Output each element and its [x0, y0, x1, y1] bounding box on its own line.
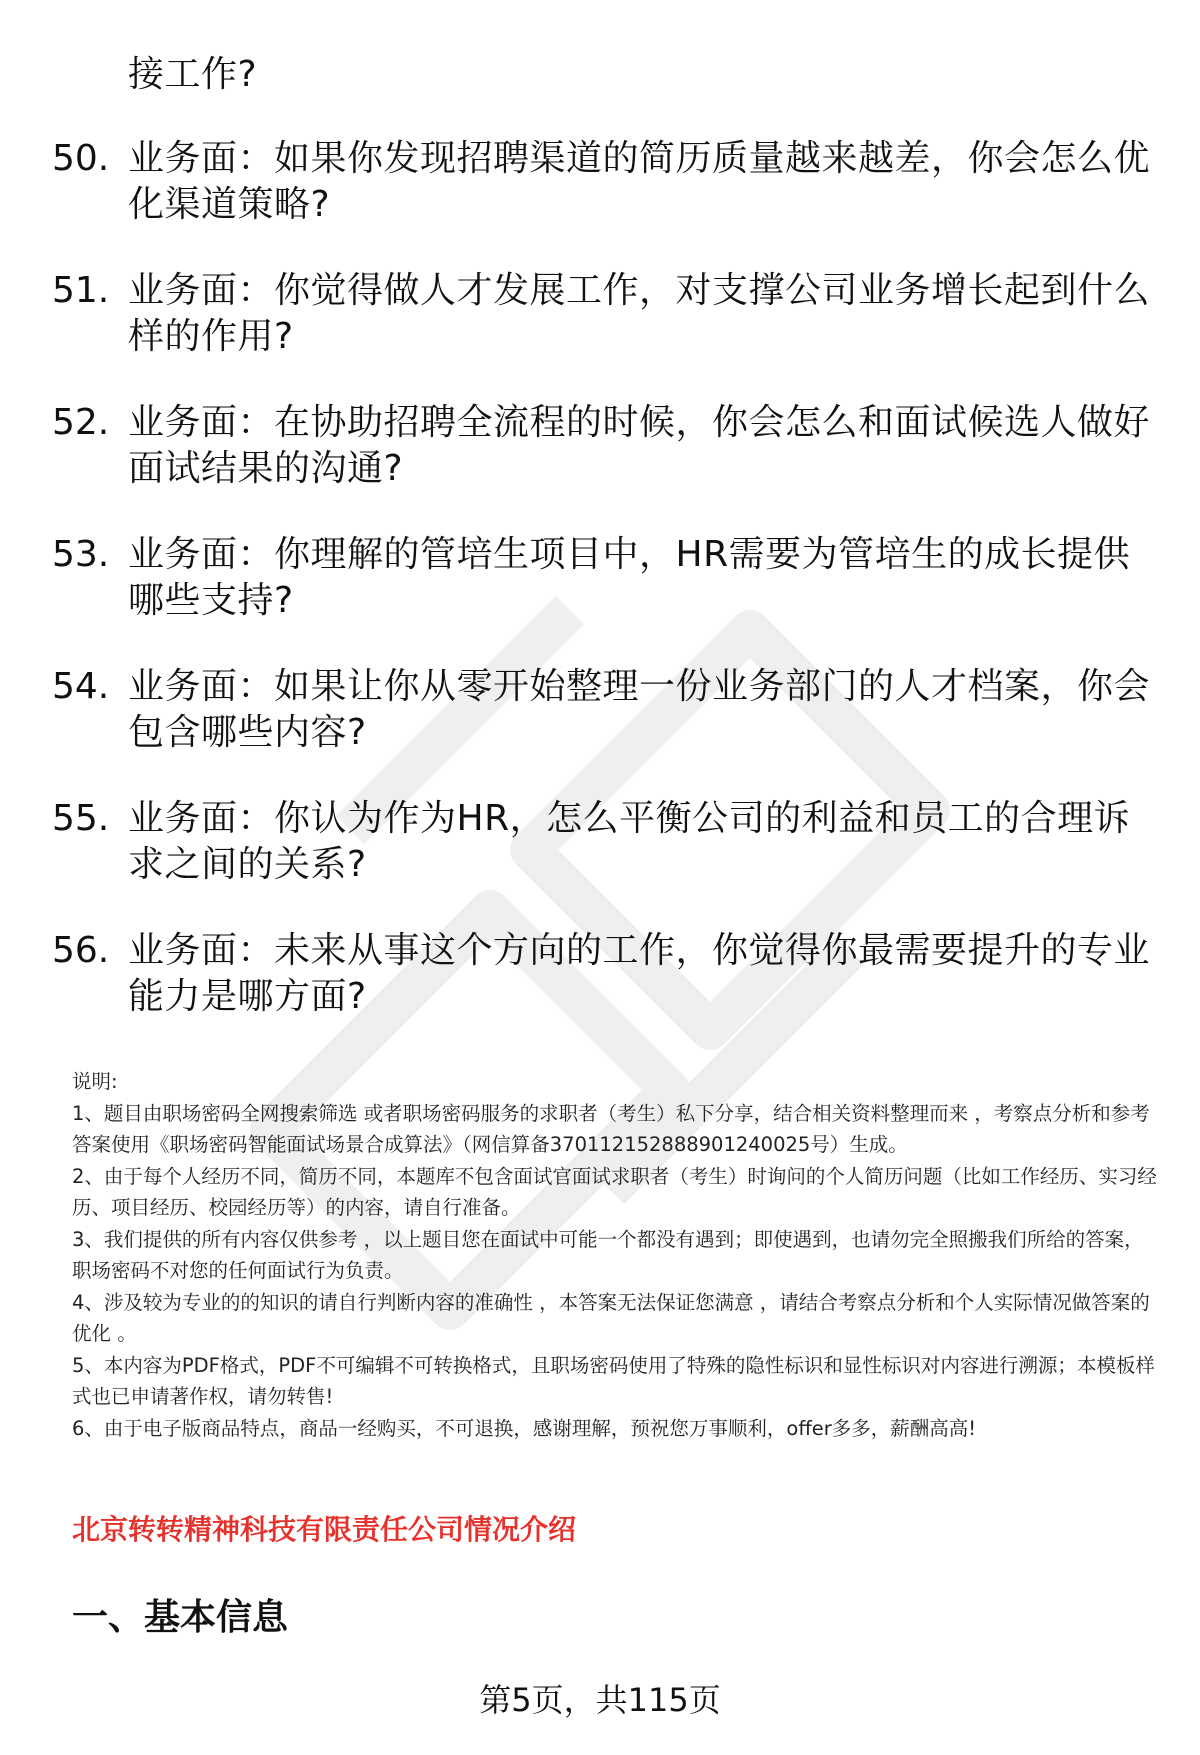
- note-item: 5、本内容为PDF格式，PDF不可编辑不可转换格式，且职场密码使用了特殊的隐性标识和显性标识对内容进行溯源；本模板样式也已申请著作权，请勿转售!: [72, 1353, 1155, 1408]
- notes-section: [72, 1066, 1162, 1444]
- question-number: 50.: [52, 138, 110, 179]
- question-text: 业务面：如果让你从零开始整理一份业务部门的人才档案，你会包含哪些内容?: [128, 666, 1151, 753]
- question-number: 55.: [52, 798, 110, 839]
- section-title: 一、基本信息: [72, 1597, 289, 1638]
- question-text: 业务面：如果你发现招聘渠道的简历质量越来越差，你会怎么优化渠道策略?: [128, 138, 1151, 225]
- question-item: [52, 400, 1152, 492]
- note-item: 3、我们提供的所有内容仅供参考 ，以上题目您在面试中可能一个都没有遇到；即使遇到，也请勿完全照搬我们所给的答案，职场密码不对您的任何面试行为负责。: [72, 1227, 1144, 1282]
- question-number: 51.: [52, 270, 110, 311]
- note-item: 6、由于电子版商品特点，商品一经购买，不可退换，感谢理解，预祝您万事顺利，offer多多，薪酬高高!: [72, 1416, 977, 1440]
- question-number: 54.: [52, 666, 110, 707]
- question-text: 业务面：你觉得做人才发展工作，对支撑公司业务增长起到什么样的作用?: [128, 270, 1151, 357]
- note-item: 2、由于每个人经历不同，简历不同，本题库不包含面试官面试求职者（考生）时询问的个人简历问题（比如工作经历、实习经历、项目经历、校园经历等）的内容，请自行准备。: [72, 1164, 1157, 1219]
- question-item: [52, 664, 1152, 756]
- question-number: 53.: [52, 534, 110, 575]
- page-footer: 第5页，共115页: [479, 1681, 721, 1719]
- company-title: 北京转转精神科技有限责任公司情况介绍: [72, 1513, 577, 1546]
- question-item: [52, 532, 1152, 624]
- question-text: 接工作?: [128, 54, 258, 95]
- question-number: 56.: [52, 930, 110, 971]
- question-item: [52, 796, 1152, 888]
- question-item: [52, 136, 1152, 228]
- question-list: [52, 52, 1152, 1060]
- question-continuation: [52, 52, 1152, 98]
- question-text: 业务面：在协助招聘全流程的时候，你会怎么和面试候选人做好面试结果的沟通?: [128, 402, 1151, 489]
- question-item: [52, 268, 1152, 360]
- question-number: 52.: [52, 402, 110, 443]
- questions-container: [52, 136, 1152, 1020]
- question-text: 业务面：未来从事这个方向的工作，你觉得你最需要提升的专业能力是哪方面?: [128, 930, 1151, 1017]
- note-item: 4、涉及较为专业的的知识的请自行判断内容的准确性 ，本答案无法保证您满意 ，请结合考察点分析和个人实际情况做答案的优化 。: [72, 1290, 1150, 1345]
- question-item: [52, 928, 1152, 1020]
- note-item: 1、题目由职场密码全网搜索筛选 或者职场密码服务的求职者（考生）私下分享，结合相关资料整理而来 ，考察点分析和参考答案使用《职场密码智能面试场景合成算法》（网信算备370112152888901240025号）生成。: [72, 1101, 1150, 1156]
- question-text: 业务面：你理解的管培生项目中，HR需要为管培生的成长提供哪些支持?: [128, 534, 1131, 621]
- question-text: 业务面：你认为作为HR，怎么平衡公司的利益和员工的合理诉求之间的关系?: [128, 798, 1131, 885]
- notes-title: 说明:: [72, 1070, 118, 1093]
- notes-list: [72, 1098, 1162, 1445]
